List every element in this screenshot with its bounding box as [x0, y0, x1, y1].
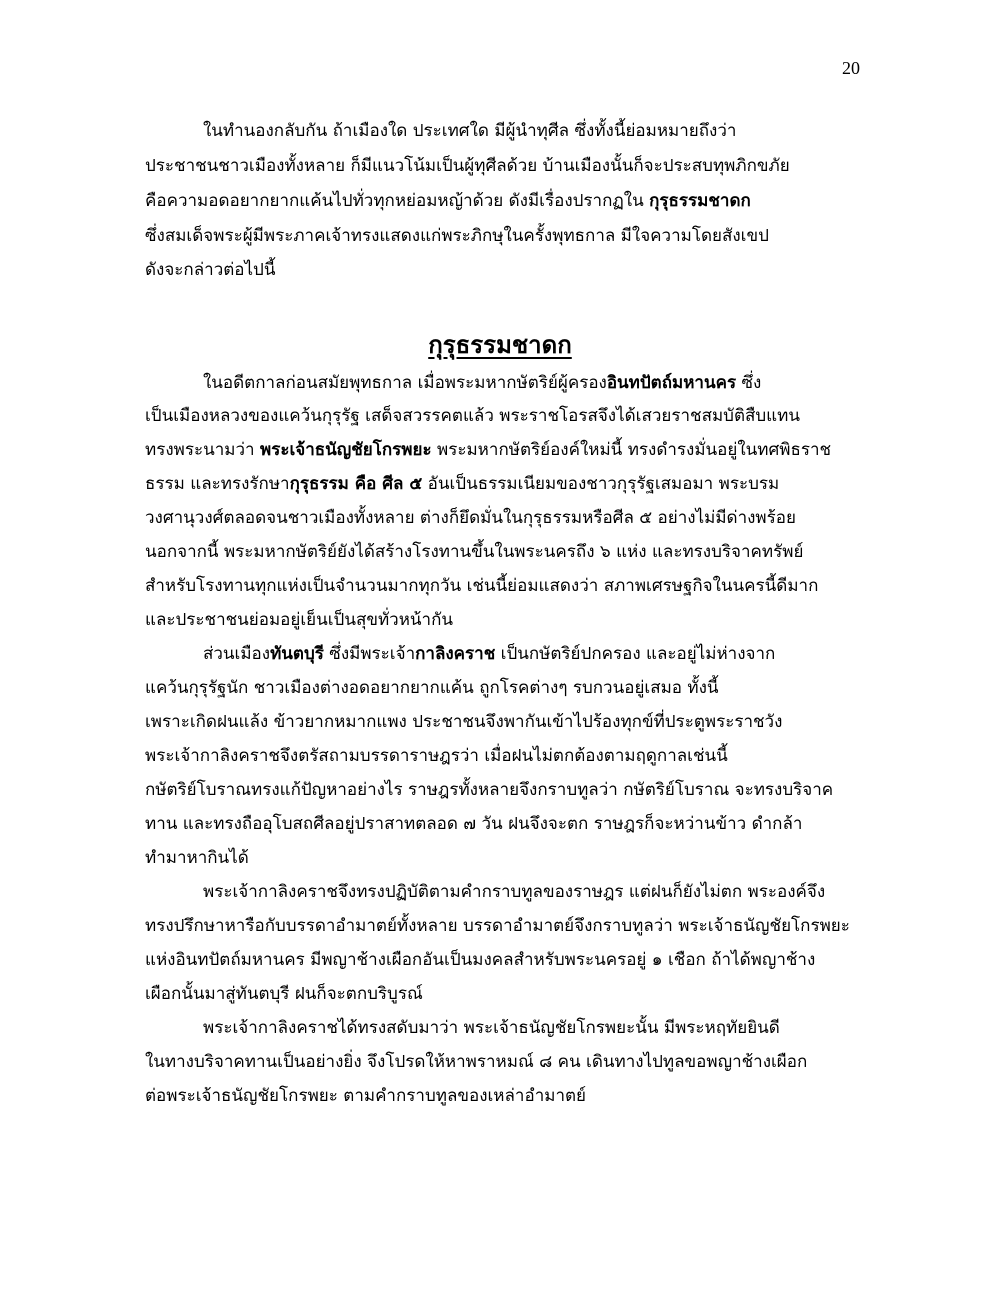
- bold-term: อินทปัตถ์มหานคร: [606, 373, 737, 393]
- text-run: อันเป็นธรรมเนียมของชาวกุรุรัฐเสมอมา พระบรม: [422, 474, 780, 494]
- text-run: ทรงพระนามว่า: [145, 440, 260, 460]
- text-line: ต่อพระเจ้าธนัญชัยโกรพยะ ตามคำกราบทูลของเหล่าอำมาตย์: [145, 1086, 586, 1106]
- section-heading: กุรุธรรมชาดก: [428, 330, 572, 359]
- text-line: แคว้นกุรุรัฐนัก ชาวเมืองต่างอดอยากยากแค้น ถูกโรคต่างๆ รบกวนอยู่เสมอ ทั้งนี้: [145, 678, 719, 698]
- text-line: ซึ่งสมเด็จพระผู้มีพระภาคเจ้าทรงแสดงแก่พระภิกษุในครั้งพุทธกาล มีใจความโดยสังเขป: [145, 226, 769, 246]
- text-line: ในทางบริจาคทานเป็นอย่างยิ่ง จึงโปรดให้หาพราหมณ์ ๘ คน เดินทางไปทูลขอพญาช้างเผือก: [145, 1052, 808, 1072]
- text-line: เป็นเมืองหลวงของแคว้นกุรุรัฐ เสด็จสวรรคตแล้ว พระราชโอรสจึงได้เสวยราชสมบัติสืบแทน: [145, 406, 800, 426]
- text-line: ทรงปรึกษาหารือกับบรรดาอำมาตย์ทั้งหลาย บรรดาอำมาตย์จึงกราบทูลว่า พระเจ้าธนัญชัยโกรพยะ: [145, 916, 850, 936]
- text-run: เป็นกษัตริย์ปกครอง และอยู่ไม่ห่างจาก: [495, 644, 776, 664]
- text-run: ธรรม และทรงรักษา: [145, 474, 290, 494]
- text-run: ส่วนเมือง: [203, 644, 271, 664]
- text-line: เผือกนั้นมาสู่ทันตบุรี ฝนก็จะตกบริบูรณ์: [145, 984, 423, 1004]
- text-line: [145, 439, 831, 461]
- text-line: พระเจ้ากาลิงคราชจึงตรัสถามบรรดาราษฎรว่า เมื่อฝนไม่ตกต้องตามฤดูกาลเช่นนี้: [145, 746, 728, 766]
- bold-term: กุรุธรรม คือ ศีล ๕: [289, 474, 423, 494]
- bold-term: พระเจ้าธนัญชัยโกรพยะ: [259, 440, 432, 460]
- text-line: ดังจะกล่าวต่อไปนี้: [145, 260, 276, 280]
- text-line: สำหรับโรงทานทุกแห่งเป็นจำนวนมากทุกวัน เช่นนี้ย่อมแสดงว่า สภาพเศรษฐกิจในนครนี้ดีมาก: [145, 576, 819, 596]
- text-run: คือความอดอยากยากแค้นไปทั่วทุกหย่อมหญ้าด้วย ดังมีเรื่องปรากฏใน: [145, 191, 650, 211]
- text-line: ทำมาหากินได้: [145, 848, 249, 868]
- text-line: ประชาชนชาวเมืองทั้งหลาย ก็มีแนวโน้มเป็นผู้ทุศีลด้วย บ้านเมืองนั้นก็จะประสบทุพภิกขภัย: [145, 156, 790, 176]
- text-run: พระมหากษัตริย์องค์ใหม่นี้ ทรงดำรงมั่นอยู่ในทศพิธราช: [431, 440, 832, 460]
- text-line: ทาน และทรงถืออุโบสถศีลอยู่ปราสาทตลอด ๗ วัน ฝนจึงจะตก ราษฎรก็จะหว่านข้าว ดำกล้า: [145, 814, 803, 834]
- text-line: [203, 372, 761, 394]
- bold-term: กุรุธรรมชาดก: [649, 191, 751, 211]
- text-line: [145, 190, 751, 212]
- text-line: และประชาชนย่อมอยู่เย็นเป็นสุขทั่วหน้ากัน: [145, 610, 454, 630]
- text-line: แห่งอินทปัตถ์มหานคร มีพญาช้างเผือกอันเป็นมงคลสำหรับพระนครอยู่ ๑ เชือก ถ้าได้พญาช้าง: [145, 950, 816, 970]
- text-line: [203, 643, 775, 665]
- text-line: พระเจ้ากาลิงคราชจึงทรงปฏิบัติตามคำกราบทูลของราษฎร แต่ฝนก็ยังไม่ตก พระองค์จึง: [203, 882, 826, 902]
- page-number: 20: [842, 58, 860, 78]
- text-line: กษัตริย์โบราณทรงแก้ปัญหาอย่างไร ราษฎรทั้งหลายจึงกราบทูลว่า กษัตริย์โบราณ จะทรงบริจาค: [145, 780, 834, 800]
- text-run: ซึ่ง: [736, 373, 762, 393]
- text-line: เพราะเกิดฝนแล้ง ข้าวยากหมากแพง ประชาชนจึงพากันเข้าไปร้องทุกข์ที่ประตูพระราชวัง: [145, 712, 783, 732]
- text-line: วงศานุวงศ์ตลอดจนชาวเมืองทั้งหลาย ต่างก็ยึดมั่นในกุรุธรรมหรือศีล ๕ อย่างไม่มีด่างพร้อย: [145, 508, 796, 528]
- text-line: ในทำนองกลับกัน ถ้าเมืองใด ประเทศใด มีผู้นำทุศีล ซึ่งทั้งนี้ย่อมหมายถึงว่า: [203, 121, 737, 141]
- text-line: นอกจากนี้ พระมหากษัตริย์ยังได้สร้างโรงทานขึ้นในพระนครถึง ๖ แห่ง และทรงบริจาคทรัพย์: [145, 542, 804, 562]
- bold-term: ทันตบุรี: [270, 644, 324, 664]
- text-line: [145, 473, 779, 495]
- text-line: พระเจ้ากาลิงคราชได้ทรงสดับมาว่า พระเจ้าธนัญชัยโกรพยะนั้น มีพระหฤทัยยินดี: [203, 1018, 780, 1038]
- bold-term: กาลิงคราช: [415, 644, 496, 664]
- text-run: ในอดีตกาลก่อนสมัยพุทธกาล เมื่อพระมหากษัตริย์ผู้ครอง: [203, 373, 607, 393]
- text-run: ซึ่งมีพระเจ้า: [323, 644, 416, 664]
